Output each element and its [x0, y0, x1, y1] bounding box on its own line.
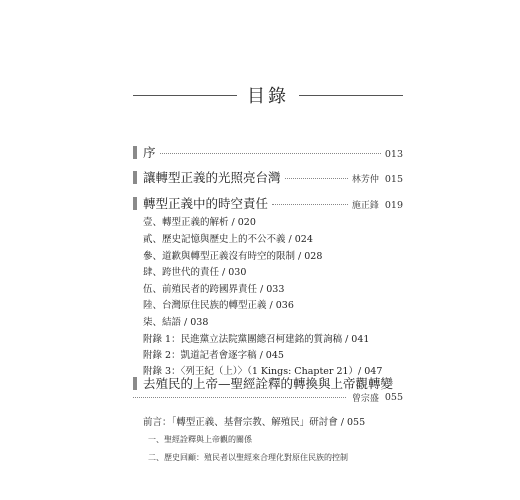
section-bar	[133, 171, 137, 184]
entry-label: 轉型正義中的時空責任	[143, 196, 269, 211]
section-bar	[133, 146, 137, 159]
toc-entry-tseng-meta	[133, 391, 403, 404]
entry-page: 055	[384, 392, 403, 403]
toc-entry-shih[interactable]	[133, 194, 403, 212]
sub-sub-entry[interactable]: 二、歷史回顧：殖民者以聖經來合理化對原住民族的控制	[148, 453, 348, 462]
toc-entry-lin[interactable]	[133, 168, 403, 186]
sub-entry[interactable]: 附錄 3：〈列王紀（上）〉（1 Kings: Chapter 21）/ 047	[143, 366, 383, 377]
entry-author: 施正鋒	[351, 201, 379, 211]
section-bar	[133, 377, 137, 390]
sub-entry[interactable]: 壹、轉型正義的解析 / 020	[143, 217, 256, 228]
entry-page: 019	[384, 200, 403, 211]
page-title: 目錄	[247, 86, 289, 107]
entry-label: 序	[143, 145, 156, 160]
sub-entry[interactable]: 柒、結語 / 038	[143, 317, 209, 328]
entry-author: 林芳仲	[351, 175, 379, 185]
sub-entry[interactable]: 肆、跨世代的責任 / 030	[143, 267, 247, 278]
toc-entry-tseng[interactable]	[133, 374, 403, 392]
entry-label: 去殖民的上帝—聖經詮釋的轉換與上帝觀轉變	[143, 376, 394, 391]
toc-entry-preface[interactable]	[133, 143, 403, 161]
entry-page: 015	[384, 174, 403, 185]
leader-dots	[160, 153, 381, 154]
title-rule-right	[299, 95, 403, 96]
leader-dots	[285, 178, 348, 179]
leader-dots	[272, 204, 348, 205]
sub-entry[interactable]: 前言：「轉型正義、基督宗教、解殖民」研討會 / 055	[143, 417, 366, 428]
sub-entry[interactable]: 貳、歷史記憶與歷史上的不公不義 / 024	[143, 234, 313, 245]
title-rule-left	[133, 95, 237, 96]
toc-title-row	[133, 83, 403, 107]
leader-dots	[133, 397, 346, 398]
section-bar	[133, 197, 137, 210]
sub-entry[interactable]: 附錄 1：民進黨立法院黨團總召柯建銘的質詢稿 / 041	[143, 334, 370, 345]
sub-entry[interactable]: 伍、前殖民者的跨國界責任 / 033	[143, 284, 285, 295]
sub-entry[interactable]: 參、道歉與轉型正義沒有時空的限制 / 028	[143, 251, 323, 262]
entry-author: 曾宗盛	[351, 394, 379, 404]
sub-entry[interactable]: 附錄 2：凱道記者會逐字稿 / 045	[143, 350, 284, 361]
entry-page: 013	[384, 149, 403, 160]
entry-label: 讓轉型正義的光照亮台灣	[143, 170, 281, 185]
sub-entry[interactable]: 陸、台灣原住民族的轉型正義 / 036	[143, 300, 294, 311]
sub-sub-entry[interactable]: 一、聖經詮釋與上帝觀的關係	[148, 435, 252, 444]
